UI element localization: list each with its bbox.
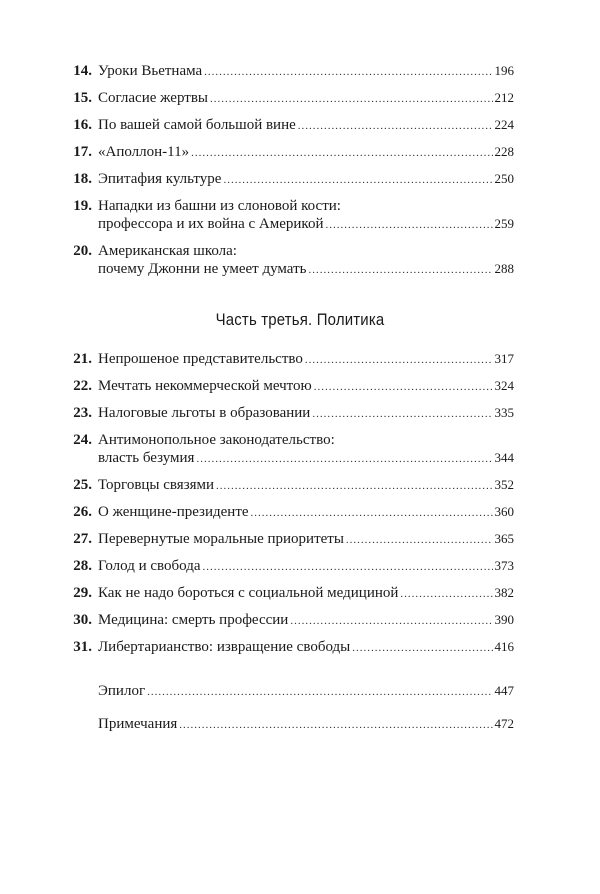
leader-dots: [346, 531, 493, 549]
entry-number: 15.: [73, 90, 92, 106]
leader-dots: [203, 558, 493, 576]
entry-title-line1: Нападки из башни из слоновой кости:: [98, 198, 341, 214]
entry-page: 228: [494, 144, 514, 159]
toc-entry-22: [0, 377, 600, 396]
leader-dots: [191, 144, 492, 162]
entry-page: 212: [494, 90, 514, 105]
entry-number: 31.: [73, 639, 92, 655]
entry-title: Налоговые льготы в образовании: [98, 405, 311, 421]
toc-entry-20: [0, 242, 600, 279]
entry-page: 288: [494, 261, 514, 276]
entry-page: 335: [494, 405, 514, 420]
entry-number: 24.: [73, 432, 92, 448]
leader-dots: [352, 639, 492, 657]
entry-page: 382: [494, 585, 514, 600]
toc-entry-28: [0, 557, 600, 576]
entry-title-line1: Американская школа:: [98, 243, 237, 259]
toc-entry-24: [0, 431, 600, 468]
entry-number: 14.: [73, 63, 92, 79]
toc-entry-16: [0, 116, 600, 135]
toc-entry-epilogue: [0, 682, 600, 701]
leader-dots: [305, 351, 493, 369]
entry-title: Перевернутые моральные приоритеты: [98, 531, 344, 547]
leader-dots: [147, 683, 492, 701]
entry-page: 224: [494, 117, 514, 132]
leader-dots: [308, 261, 492, 279]
entry-title: Непрошеное представительство: [98, 351, 303, 367]
entry-page: 196: [494, 63, 514, 78]
toc-entry-25: [0, 476, 600, 495]
entry-title: «Аполлон-11»: [98, 144, 190, 160]
entry-title: Эпитафия культуре: [98, 171, 222, 187]
leader-dots: [251, 504, 493, 522]
entry-number: 18.: [73, 171, 92, 187]
entry-title: Мечтать некоммерческой мечтою: [98, 378, 312, 394]
entry-number: 28.: [73, 558, 92, 574]
entry-number: 26.: [73, 504, 92, 520]
toc-entry-notes: [0, 715, 600, 734]
leader-dots: [325, 216, 492, 234]
entry-title: Как не надо бороться с социальной медициной: [98, 585, 399, 601]
leader-dots: [400, 585, 492, 603]
leader-dots: [312, 405, 492, 423]
entry-page: 324: [494, 378, 514, 393]
section-heading: Часть третья. Политика: [215, 310, 385, 329]
entry-page: 352: [494, 477, 514, 492]
leader-dots: [314, 378, 493, 396]
entry-page: 472: [494, 716, 514, 731]
toc-entry-17: [0, 143, 600, 162]
entry-page: 416: [494, 639, 514, 654]
entry-number: 27.: [73, 531, 92, 547]
entry-title: Голод и свобода: [98, 558, 201, 574]
entry-page: 390: [494, 612, 514, 627]
entry-page: 317: [494, 351, 514, 366]
entry-number: 19.: [73, 198, 92, 214]
toc-entry-18: [0, 170, 600, 189]
toc-entry-27: [0, 530, 600, 549]
toc-entry-31: [0, 638, 600, 657]
entry-number: 25.: [73, 477, 92, 493]
entry-title: По вашей самой большой вине: [98, 117, 296, 133]
toc-list-part3: [0, 350, 600, 665]
leader-dots: [298, 117, 493, 135]
toc-entry-26: [0, 503, 600, 522]
leader-dots: [179, 716, 492, 734]
leader-dots: [196, 450, 492, 468]
entry-page: 373: [494, 558, 514, 573]
entry-title: Либертарианство: извращение свободы: [98, 639, 351, 655]
entry-number: 20.: [73, 243, 92, 259]
toc-entry-19: [0, 197, 600, 234]
leader-dots: [216, 477, 492, 495]
toc-entry-15: [0, 89, 600, 108]
toc-entry-23: [0, 404, 600, 423]
entry-title: Примечания: [98, 716, 178, 732]
entry-title-line1: Антимонопольное законодательство:: [98, 432, 335, 448]
entry-number: 29.: [73, 585, 92, 601]
entry-title: Уроки Вьетнама: [98, 63, 203, 79]
toc-entry-29: [0, 584, 600, 603]
entry-title: Согласие жертвы: [98, 90, 208, 106]
leader-dots: [223, 171, 492, 189]
entry-title: Торговцы связями: [98, 477, 215, 493]
entry-title: почему Джонни не умеет думать: [98, 261, 307, 277]
entry-number: 17.: [73, 144, 92, 160]
toc-entry-21: [0, 350, 600, 369]
entry-number: 16.: [73, 117, 92, 133]
entry-page: 259: [494, 216, 514, 231]
leader-dots: [290, 612, 492, 630]
entry-title: власть безумия: [98, 450, 195, 466]
entry-number: 21.: [73, 351, 92, 367]
toc-entry-14: [0, 62, 600, 81]
entry-title: Медицина: смерть профессии: [98, 612, 289, 628]
entry-page: 447: [494, 683, 514, 698]
entry-page: 250: [494, 171, 514, 186]
entry-number: 30.: [73, 612, 92, 628]
entry-number: 23.: [73, 405, 92, 421]
entry-title: Эпилог: [98, 683, 146, 699]
entry-page: 360: [494, 504, 514, 519]
leader-dots: [204, 63, 492, 81]
entry-title: О женщине-президенте: [98, 504, 249, 520]
toc-list-part2: [0, 62, 600, 287]
entry-title: профессора и их война с Америкой: [98, 216, 324, 232]
entry-page: 365: [494, 531, 514, 546]
toc-entry-30: [0, 611, 600, 630]
entry-page: 344: [494, 450, 514, 465]
toc-list-back-matter: [0, 682, 600, 742]
leader-dots: [210, 90, 493, 108]
entry-number: 22.: [73, 378, 92, 394]
